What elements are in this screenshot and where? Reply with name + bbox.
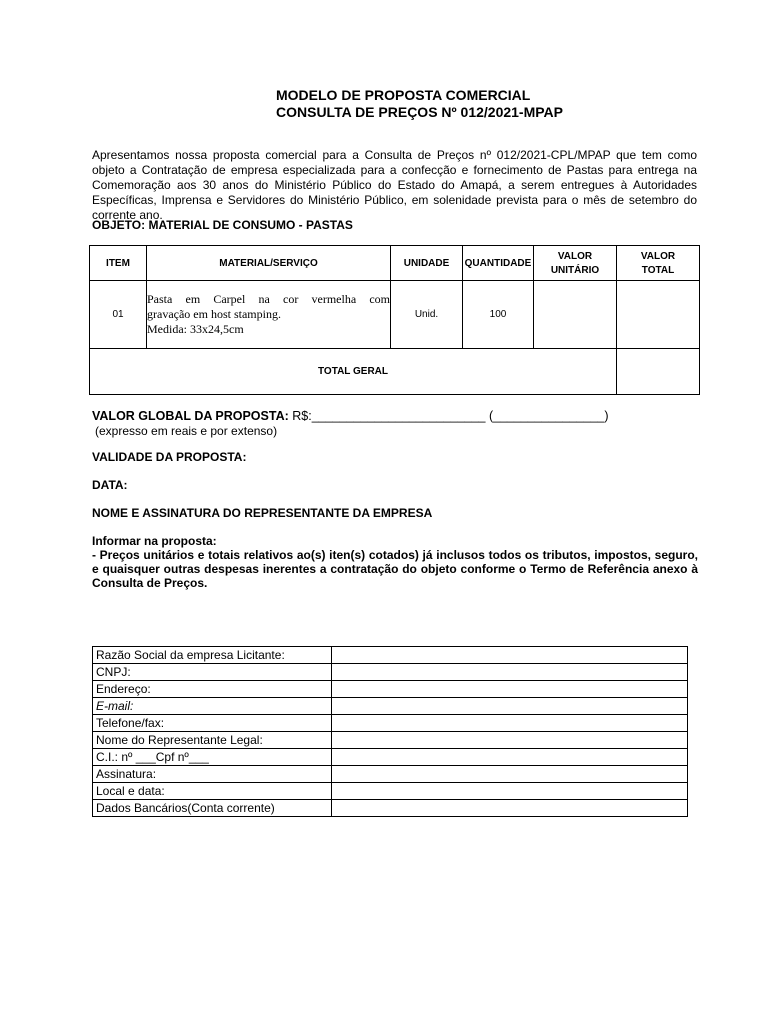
table-row	[93, 800, 688, 817]
field-label-endereco: Endereço:	[93, 681, 332, 698]
total-geral-label: TOTAL GERAL	[90, 349, 617, 395]
field-value-ci-cpf[interactable]	[332, 749, 688, 766]
informar-title: Informar na proposta:	[92, 534, 217, 548]
header-valor-unitario-line1: VALOR	[557, 250, 593, 262]
valor-global-line	[92, 409, 609, 424]
data-label: DATA:	[92, 478, 128, 492]
header-valor-total	[617, 246, 700, 281]
cell-quantidade: 100	[463, 281, 534, 349]
valor-global-note: (expresso em reais e por extenso)	[95, 424, 278, 438]
header-valor-unitario	[534, 246, 617, 281]
cell-valor-total	[617, 281, 700, 349]
field-value-representante[interactable]	[332, 732, 688, 749]
field-value-local-data[interactable]	[332, 783, 688, 800]
valor-global-label: VALOR GLOBAL DA PROPOSTA:	[92, 409, 289, 423]
field-value-endereco[interactable]	[332, 681, 688, 698]
document-title	[276, 87, 563, 121]
table-row	[93, 715, 688, 732]
table-row	[93, 749, 688, 766]
cell-material	[147, 281, 391, 349]
table-row	[93, 681, 688, 698]
field-value-razao-social[interactable]	[332, 647, 688, 664]
header-quantidade: QUANTIDADE	[463, 246, 534, 281]
assinatura-label: NOME E ASSINATURA DO REPRESENTANTE DA EMPRESA	[92, 506, 433, 520]
intro-paragraph: Apresentamos nossa proposta comercial para a Consulta de Preços nº 012/2021-CPL/MPAP que tem como objeto a Contratação de empresa especializada para a confecção e fornecimento de Pastas para entrega na Comemoração aos 30 anos do Ministério Público do Estado do Amapá, a serem entregues à Autoridades Específicas, Imprensa e Servidores do Ministério Público, em solenidade prevista para o mês de setembro do corrente ano.	[92, 148, 697, 222]
table-row	[93, 783, 688, 800]
title-line-1: MODELO DE PROPOSTA COMERCIAL	[276, 87, 531, 103]
field-value-email[interactable]	[332, 698, 688, 715]
informar-text: - Preços unitários e totais relativos ao(s) iten(s) cotados) já inclusos todos os tributos, impostos, seguro, e quaisquer outras despesas inerentes a contratação do objeto conforme o Termo de Referência anexo à Consulta de Preços.	[92, 548, 698, 590]
header-unidade: UNIDADE	[391, 246, 463, 281]
table-row	[93, 664, 688, 681]
table-row	[93, 698, 688, 715]
valor-global-value: R$:_________________________ (________________)	[292, 409, 609, 423]
field-value-telefone[interactable]	[332, 715, 688, 732]
objeto-heading: OBJETO: MATERIAL DE CONSUMO - PASTAS	[92, 218, 353, 232]
table-row	[93, 732, 688, 749]
field-label-assinatura: Assinatura:	[93, 766, 332, 783]
field-label-cnpj: CNPJ:	[93, 664, 332, 681]
material-line-3: Medida: 33x24,5cm	[147, 322, 244, 336]
field-label-telefone: Telefone/fax:	[93, 715, 332, 732]
table-row	[93, 766, 688, 783]
title-line-2: CONSULTA DE PREÇOS Nº 012/2021-MPAP	[276, 104, 563, 120]
field-label-email: E-mail:	[93, 698, 332, 715]
field-label-local-data: Local e data:	[93, 783, 332, 800]
items-table	[89, 245, 700, 395]
table-row	[90, 281, 700, 349]
header-material: MATERIAL/SERVIÇO	[147, 246, 391, 281]
field-value-dados-bancarios[interactable]	[332, 800, 688, 817]
cell-valor-unitario	[534, 281, 617, 349]
validade-label: VALIDADE DA PROPOSTA:	[92, 450, 247, 464]
header-valor-total-line2: TOTAL	[641, 264, 675, 276]
table-row	[93, 647, 688, 664]
field-label-representante: Nome do Representante Legal:	[93, 732, 332, 749]
field-label-ci-cpf: C.I.: nº ___Cpf nº___	[93, 749, 332, 766]
material-line-1: Pasta em Carpel na cor vermelha com	[147, 292, 390, 306]
cell-item: 01	[90, 281, 147, 349]
total-geral-value	[617, 349, 700, 395]
company-data-table	[92, 646, 688, 817]
field-value-assinatura[interactable]	[332, 766, 688, 783]
total-row	[90, 349, 700, 395]
header-valor-unitario-line2: UNITÁRIO	[550, 264, 600, 276]
material-line-2: gravação em host stamping.	[147, 307, 281, 321]
items-header-row	[90, 246, 700, 281]
header-item: ITEM	[90, 246, 147, 281]
field-label-razao-social: Razão Social da empresa Licitante:	[93, 647, 332, 664]
header-valor-total-line1: VALOR	[640, 250, 676, 262]
field-label-dados-bancarios: Dados Bancários(Conta corrente)	[93, 800, 332, 817]
field-value-cnpj[interactable]	[332, 664, 688, 681]
informar-section	[92, 534, 698, 590]
cell-unidade: Unid.	[391, 281, 463, 349]
